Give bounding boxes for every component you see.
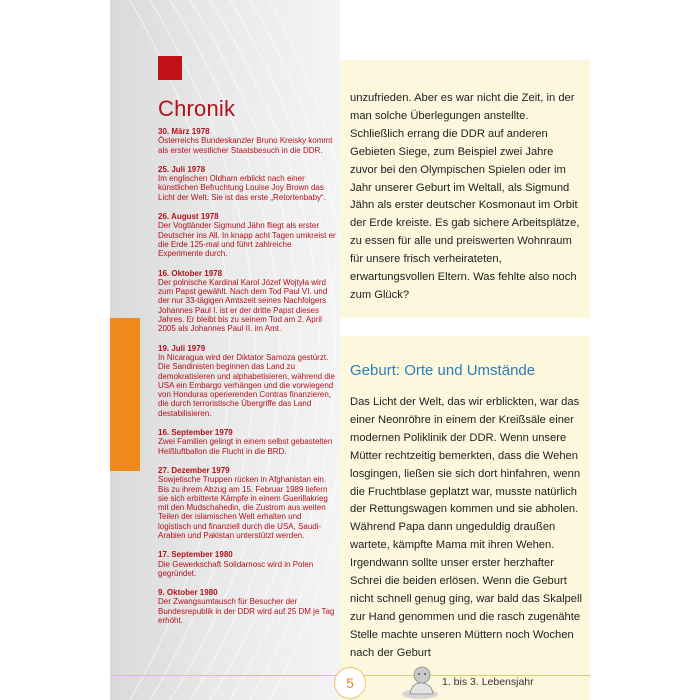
entry-date: 30. März 1978: [158, 127, 210, 136]
chronik-entry: [158, 165, 336, 202]
entry-date: 26. August 1978: [158, 212, 219, 222]
chronik-entries: [158, 127, 336, 635]
entry-text: Die Gewerkschaft Solidarnosc wird in Polen gegründet.: [158, 559, 314, 578]
chapter-label: 1. bis 3. Lebensjahr: [442, 676, 534, 688]
entry-text: Der polnische Kardinal Karol Józef Wojtyła wird zum Papst gewählt. Nach dem Tod Paul VI. und der nur 33-tägigen Amtszeit seines Nachfolgers Johannes Paul I. ist er der dritte Papst dieses Jahres. Er bleibt bis zu seinem Tod am 2. April 2005 als Johannes Paul II. im Amt.: [158, 277, 328, 334]
chronik-entry: [158, 127, 336, 155]
entry-date: 16. September 1979: [158, 428, 233, 438]
entry-date: 17. September 1980: [158, 550, 233, 560]
chronik-title: Chronik: [158, 96, 236, 121]
entry-text: Der Zwangsumtausch für Besucher der Bundesrepublik in der DDR wird auf 25 DM je Tag erhöht.: [158, 597, 335, 626]
entry-text: Der Vogtländer Sigmund Jähn fliegt als erster Deutscher ins All. In knapp acht Tagen umkreist er die Erde 125-mal und führt zahlreiche Experimente durch.: [158, 221, 336, 259]
chronik-entry: [158, 550, 336, 578]
entry-date: 19. Juli 1979: [158, 343, 206, 353]
top-paragraph: unzufrieden. Aber es war nicht die Zeit, in der man solche Überlegungen anstellte. Schließlich errang die DDR auf anderen Gebieten Siege, zum Beispiel zwei Jahre zuvor bei den Olympischen Spielen oder im Jahr unserer Geburt im Weltall, als Sigmund Jähn als erster deutscher Kosmonaut im Orbit der Erde kreiste. Es gab sichere Arbeitsplätze, zu essen für alle und preiswerten Wohnraum für unsere frisch verheirateten, erwartungsvollen Eltern. Was fehlte also noch zum Glück?: [350, 92, 580, 301]
chronik-entry: [158, 344, 336, 418]
entry-text: Im englischen Oldham erblickt nach einer künstlichen Befruchtung Louise Joy Brown das Licht der Welt. Sie ist das erste „Retortenbaby“.: [158, 174, 326, 202]
entry-date: 27. Dezember 1979: [158, 465, 230, 475]
section-paragraph: Das Licht der Welt, das wir erblickten, war das einer Neonröhre in einem der Kreißsäle einer modernen Poliklinik der DDR. Wenn unsere Mütter rechtzeitig bemerkten, dass die Wehen losgingen, ließen sie sich dort hinfahren, wenn die Fruchtblase geplatzt war, musste natürlich der Rettungswagen kommen und sie abholen. Während Papa dann ungeduldig draußen wartete, kämpfte Mama mit ihren Wehen. Irgendwann sollte unser erster herzhafter Schrei die beiden erlösen. Wenn die Geburt nicht schnell genug ging, war bald das Skalpell zur Hand genommen und die rasch zugenähte Stelle machte unseren Müttern noch Wochen nach der Geburt: [350, 396, 582, 659]
entry-text: In Nicaragua wird der Diktator Samoza gestürzt. Die Sandinisten beginnen das Land zu demokratisieren und alphabetisieren, während die USA ein Embargo verhängen und die vorwiegend von Honduras operierenden Contras finanzieren, die durch terroristische Übergriffe das Land destabilisieren.: [158, 352, 335, 418]
chronik-entry: [158, 212, 336, 258]
orange-edge-tab: [110, 318, 140, 471]
chronik-entry: [158, 466, 336, 540]
section-heading: Geburt: Orte und Umstände: [350, 362, 536, 379]
page-number: 5: [334, 667, 366, 699]
chronik-entry: [158, 428, 336, 456]
red-square-marker: [158, 56, 182, 80]
entry-text: Sowjetische Truppen rücken in Afghanistan ein. Bis zu ihrem Abzug am 15. Februar 1989 liefern sie sich erbitterte Kämpfe in einem Guerillakrieg mit den Mudschahedin, die Zustrom aus weiten Teilen der islamischen Welt erhalten und logistisch und finanziell durch die USA, Saudi-Arabien und Pakistan unterstützt werden.: [158, 475, 328, 540]
chronik-entry: [158, 269, 336, 334]
entry-text: Österreichs Bundeskanzler Bruno Kreisky kommt als erster westlicher Staatsbesuch in die DDR.: [158, 136, 333, 155]
entry-date: 25. Juli 1978: [158, 164, 206, 174]
baby-photo-icon: [400, 664, 440, 700]
entry-date: 16. Oktober 1978: [158, 268, 223, 278]
chronik-entry: [158, 588, 336, 625]
entry-text: Zwei Familien gelingt in einem selbst gebastelten Heißluftballon die Flucht in die BRD.: [158, 437, 333, 456]
entry-date: 9. Oktober 1980: [158, 588, 218, 598]
